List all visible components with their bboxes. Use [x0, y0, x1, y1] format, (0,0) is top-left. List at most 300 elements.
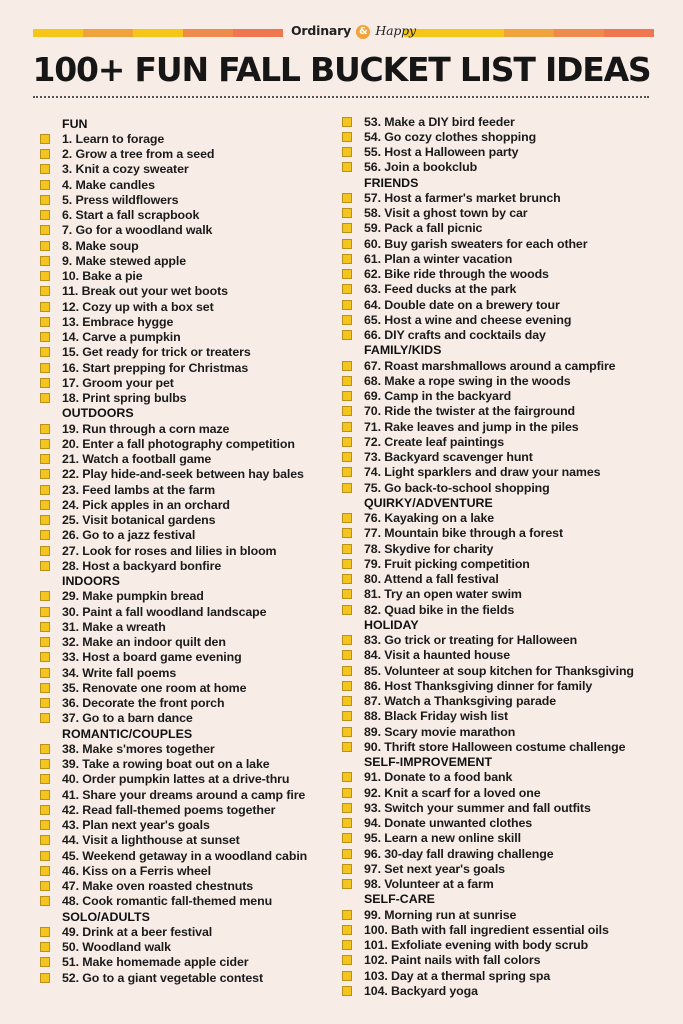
list-item-text: 63. Feed ducks at the park — [364, 282, 517, 297]
list-item-text: 48. Cook romantic fall-themed menu — [62, 894, 273, 909]
checkbox[interactable] — [40, 439, 50, 449]
checkbox[interactable] — [342, 742, 352, 752]
list-item-text: 10. Bake a pie — [62, 269, 143, 284]
checkbox[interactable] — [40, 286, 50, 296]
list-item — [340, 251, 634, 266]
checkbox[interactable] — [40, 622, 50, 632]
list-item-text: 74. Light sparklers and draw your names — [364, 465, 601, 480]
list-item — [38, 223, 307, 238]
list-item — [340, 907, 634, 922]
checkbox[interactable] — [342, 300, 352, 310]
list-item-text: 32. Make an indoor quilt den — [62, 635, 226, 650]
section-heading — [38, 726, 307, 741]
checkbox[interactable] — [342, 925, 352, 935]
checkbox[interactable] — [342, 483, 352, 493]
list-item-text: 31. Make a wreath — [62, 619, 166, 634]
list-item-text: 20. Enter a fall photography competition — [62, 436, 295, 451]
brand-ampersand: & — [356, 25, 370, 39]
list-item — [340, 922, 634, 937]
list-item — [38, 528, 307, 543]
list-item — [38, 558, 307, 573]
list-item — [38, 253, 307, 268]
list-item — [38, 284, 307, 299]
checkbox[interactable] — [342, 986, 352, 996]
list-item-text: 81. Try an open water swim — [364, 587, 522, 602]
checkbox[interactable] — [40, 790, 50, 800]
checkbox[interactable] — [40, 317, 50, 327]
section-heading — [340, 892, 634, 907]
list-item — [38, 375, 307, 390]
checkbox[interactable] — [40, 851, 50, 861]
list-item-text: 16. Start prepping for Christmas — [62, 360, 249, 375]
list-item — [38, 894, 307, 909]
list-item-text: 101. Exfoliate evening with body scrub — [364, 938, 589, 953]
list-item — [340, 465, 634, 480]
stripe-segment — [33, 29, 83, 37]
list-item-text: 8. Make soup — [62, 238, 139, 253]
checkbox[interactable] — [342, 849, 352, 859]
list-item — [38, 863, 307, 878]
list-item — [38, 879, 307, 894]
checkbox[interactable] — [342, 269, 352, 279]
list-item — [340, 221, 634, 236]
list-item — [38, 650, 307, 665]
list-item — [38, 421, 307, 436]
list-item — [340, 724, 634, 739]
section-heading-text: FRIENDS — [364, 175, 419, 190]
list-item-text: 18. Print spring bulbs — [62, 391, 187, 406]
checkbox[interactable] — [40, 896, 50, 906]
stripe-segment — [183, 29, 233, 37]
list-item — [340, 526, 634, 541]
list-item — [340, 938, 634, 953]
list-item — [38, 772, 307, 787]
list-item — [340, 633, 634, 648]
checkbox[interactable] — [342, 879, 352, 889]
checkbox[interactable] — [342, 528, 352, 538]
checkbox[interactable] — [342, 666, 352, 676]
checkbox[interactable] — [342, 727, 352, 737]
list-item — [340, 541, 634, 556]
list-item-text: 104. Backyard yoga — [364, 983, 478, 998]
checkbox[interactable] — [40, 180, 50, 190]
list-item — [38, 741, 307, 756]
section-heading — [38, 116, 307, 131]
list-item-text: 14. Carve a pumpkin — [62, 330, 181, 345]
list-item — [340, 434, 634, 449]
list-item — [340, 267, 634, 282]
list-item-text: 50. Woodland walk — [62, 940, 171, 955]
checkbox[interactable] — [40, 424, 50, 434]
list-item — [340, 877, 634, 892]
checkbox[interactable] — [40, 835, 50, 845]
list-item-text: 62. Bike ride through the woods — [364, 267, 549, 282]
list-item-text: 38. Make s'mores together — [62, 741, 215, 756]
list-item — [340, 663, 634, 678]
list-item — [38, 665, 307, 680]
list-item-text: 78. Skydive for charity — [364, 541, 494, 556]
checkbox[interactable] — [342, 147, 352, 157]
list-item-text: 47. Make oven roasted chestnuts — [62, 879, 254, 894]
checkbox[interactable] — [342, 910, 352, 920]
checkbox[interactable] — [40, 698, 50, 708]
list-item-text: 79. Fruit picking competition — [364, 556, 530, 571]
list-item — [340, 389, 634, 404]
list-item — [38, 314, 307, 329]
list-item-text: 89. Scary movie marathon — [364, 724, 516, 739]
list-item — [340, 206, 634, 221]
checkbox[interactable] — [40, 546, 50, 556]
section-heading-text: INDOORS — [62, 574, 120, 589]
checkbox[interactable] — [342, 971, 352, 981]
list-item-text: 84. Visit a haunted house — [364, 648, 511, 663]
list-item-text: 95. Learn a new online skill — [364, 831, 521, 846]
checkbox[interactable] — [342, 361, 352, 371]
list-item — [38, 436, 307, 451]
list-item — [340, 160, 634, 175]
checkbox[interactable] — [40, 347, 50, 357]
checkbox[interactable] — [342, 117, 352, 127]
list-item-text: 76. Kayaking on a lake — [364, 511, 495, 526]
list-item — [340, 739, 634, 754]
checkbox[interactable] — [342, 589, 352, 599]
list-item-text: 90. Thrift store Halloween costume challenge — [364, 739, 626, 754]
list-item-text: 71. Rake leaves and jump in the piles — [364, 419, 579, 434]
list-item — [340, 480, 634, 495]
checkbox[interactable] — [342, 254, 352, 264]
checkbox[interactable] — [342, 330, 352, 340]
list-item — [340, 861, 634, 876]
section-heading-text: FUN — [62, 116, 88, 131]
list-item — [340, 511, 634, 526]
checkbox[interactable] — [342, 650, 352, 660]
checkbox[interactable] — [342, 605, 352, 615]
checkbox[interactable] — [342, 376, 352, 386]
list-item-text: 33. Host a board game evening — [62, 650, 242, 665]
list-item — [38, 269, 307, 284]
checkbox[interactable] — [342, 940, 352, 950]
list-item — [340, 587, 634, 602]
list-item-text: 25. Visit botanical gardens — [62, 513, 216, 528]
checkbox[interactable] — [342, 223, 352, 233]
stripe-segment — [83, 29, 133, 37]
list-item — [38, 635, 307, 650]
checkbox[interactable] — [342, 193, 352, 203]
list-item — [340, 678, 634, 693]
list-item-text: 42. Read fall-themed poems together — [62, 802, 276, 817]
checkbox[interactable] — [40, 607, 50, 617]
list-item — [38, 924, 307, 939]
stripe-segment — [604, 29, 654, 37]
list-item — [38, 619, 307, 634]
list-item — [38, 970, 307, 985]
brand-logo — [291, 23, 416, 39]
list-item-text: 6. Start a fall scrapbook — [62, 208, 200, 223]
list-item-text: 27. Look for roses and lilies in bloom — [62, 543, 277, 558]
list-item — [340, 602, 634, 617]
checkbox[interactable] — [342, 452, 352, 462]
checkbox[interactable] — [342, 696, 352, 706]
list-item — [340, 556, 634, 571]
list-item-text: 37. Go to a barn dance — [62, 711, 193, 726]
list-column-left — [38, 116, 307, 985]
list-item — [38, 192, 307, 207]
checkbox[interactable] — [342, 681, 352, 691]
list-item — [340, 404, 634, 419]
list-item-text: 46. Kiss on a Ferris wheel — [62, 863, 211, 878]
stripe-segment — [554, 29, 604, 37]
list-item — [38, 299, 307, 314]
list-item-text: 13. Embrace hygge — [62, 314, 174, 329]
list-item — [38, 497, 307, 512]
list-item-text: 1. Learn to forage — [62, 131, 165, 146]
list-item-text: 85. Volunteer at soup kitchen for Thanksgiving — [364, 663, 634, 678]
list-item-text: 66. DIY crafts and cocktails day — [364, 328, 546, 343]
list-item — [340, 282, 634, 297]
list-item-text: 15. Get ready for trick or treaters — [62, 345, 251, 360]
list-item-text: 49. Drink at a beer festival — [62, 924, 213, 939]
page-title: 100+ FUN FALL BUCKET LIST IDEAS — [32, 50, 651, 89]
list-item-text: 73. Backyard scavenger hunt — [364, 450, 533, 465]
checkbox[interactable] — [40, 393, 50, 403]
section-heading-text: SELF-IMPROVEMENT — [364, 755, 493, 770]
section-heading-text: SELF-CARE — [364, 892, 435, 907]
list-item — [38, 467, 307, 482]
checkbox[interactable] — [40, 134, 50, 144]
list-item-text: 11. Break out your wet boots — [62, 284, 228, 299]
checkbox[interactable] — [342, 544, 352, 554]
list-item-text: 59. Pack a fall picnic — [364, 221, 483, 236]
checkbox[interactable] — [342, 162, 352, 172]
checkbox[interactable] — [342, 239, 352, 249]
checkbox[interactable] — [40, 759, 50, 769]
list-item-text: 68. Make a rope swing in the woods — [364, 373, 571, 388]
checkbox[interactable] — [342, 559, 352, 569]
checkbox[interactable] — [40, 241, 50, 251]
list-item-text: 93. Switch your summer and fall outfits — [364, 800, 591, 815]
checkbox[interactable] — [40, 805, 50, 815]
checkbox[interactable] — [342, 208, 352, 218]
checkbox[interactable] — [342, 574, 352, 584]
list-item-text: 3. Knit a cozy sweater — [62, 162, 189, 177]
checkbox[interactable] — [342, 513, 352, 523]
list-item — [38, 147, 307, 162]
checkbox[interactable] — [342, 711, 352, 721]
checkbox[interactable] — [40, 591, 50, 601]
checkbox[interactable] — [342, 833, 352, 843]
checkbox[interactable] — [40, 774, 50, 784]
checkbox[interactable] — [40, 652, 50, 662]
checkbox[interactable] — [40, 744, 50, 754]
checkbox[interactable] — [40, 454, 50, 464]
checkbox[interactable] — [342, 132, 352, 142]
brand-part2: Happy — [375, 23, 416, 38]
checkbox[interactable] — [342, 955, 352, 965]
checkbox[interactable] — [40, 927, 50, 937]
list-item-text: 86. Host Thanksgiving dinner for family — [364, 678, 593, 693]
section-heading-text: OUTDOORS — [62, 406, 134, 421]
list-item — [38, 757, 307, 772]
checkbox[interactable] — [342, 772, 352, 782]
list-item — [340, 709, 634, 724]
list-item-text: 26. Go to a jazz festival — [62, 528, 196, 543]
list-item — [38, 360, 307, 375]
section-heading — [38, 406, 307, 421]
checkbox[interactable] — [40, 668, 50, 678]
section-heading-text: QUIRKY/ADVENTURE — [364, 495, 493, 510]
checkbox[interactable] — [40, 195, 50, 205]
list-item — [340, 190, 634, 205]
brand-part1: Ordinary — [291, 23, 352, 38]
checkbox[interactable] — [40, 942, 50, 952]
checkbox[interactable] — [342, 422, 352, 432]
checkbox[interactable] — [40, 302, 50, 312]
list-item-text: 98. Volunteer at a farm — [364, 877, 494, 892]
checkbox[interactable] — [40, 866, 50, 876]
checkbox[interactable] — [40, 378, 50, 388]
list-item-text: 65. Host a wine and cheese evening — [364, 312, 572, 327]
dotted-divider — [33, 96, 649, 98]
list-item-text: 35. Renovate one room at home — [62, 680, 247, 695]
list-item-text: 9. Make stewed apple — [62, 253, 187, 268]
list-item — [340, 770, 634, 785]
list-item — [340, 785, 634, 800]
checkbox[interactable] — [40, 515, 50, 525]
section-heading — [340, 175, 634, 190]
checkbox[interactable] — [342, 864, 352, 874]
checkbox[interactable] — [40, 256, 50, 266]
list-item — [38, 482, 307, 497]
list-item-text: 36. Decorate the front porch — [62, 696, 225, 711]
checkbox[interactable] — [342, 437, 352, 447]
checkbox[interactable] — [40, 820, 50, 830]
checkbox[interactable] — [40, 149, 50, 159]
checkbox[interactable] — [40, 957, 50, 967]
list-item-text: 44. Visit a lighthouse at sunset — [62, 833, 240, 848]
list-item — [340, 145, 634, 160]
checkbox[interactable] — [40, 271, 50, 281]
decorative-stripe-right — [404, 29, 654, 37]
checkbox[interactable] — [40, 210, 50, 220]
list-item — [340, 846, 634, 861]
list-item-text: 72. Create leaf paintings — [364, 434, 505, 449]
list-item — [38, 787, 307, 802]
checkbox[interactable] — [40, 881, 50, 891]
checkbox[interactable] — [342, 803, 352, 813]
checkbox[interactable] — [342, 467, 352, 477]
list-item-text: 87. Watch a Thanksgiving parade — [364, 694, 556, 709]
list-item — [340, 800, 634, 815]
list-item-text: 99. Morning run at sunrise — [364, 907, 517, 922]
checkbox[interactable] — [40, 225, 50, 235]
list-item-text: 54. Go cozy clothes shopping — [364, 129, 537, 144]
list-item-text: 83. Go trick or treating for Halloween — [364, 633, 578, 648]
list-item-text: 17. Groom your pet — [62, 375, 174, 390]
list-item-text: 4. Make candles — [62, 177, 155, 192]
list-item — [340, 816, 634, 831]
list-item — [340, 694, 634, 709]
list-item-text: 97. Set next year's goals — [364, 861, 505, 876]
checkbox[interactable] — [342, 391, 352, 401]
list-item — [38, 818, 307, 833]
checkbox[interactable] — [342, 284, 352, 294]
list-item-text: 24. Pick apples in an orchard — [62, 497, 230, 512]
checkbox[interactable] — [40, 500, 50, 510]
list-item-text: 91. Donate to a food bank — [364, 770, 513, 785]
list-item — [340, 419, 634, 434]
section-heading — [340, 617, 634, 632]
checkbox[interactable] — [40, 530, 50, 540]
list-item-text: 70. Ride the twister at the fairground — [364, 404, 576, 419]
list-item — [38, 604, 307, 619]
list-item — [38, 177, 307, 192]
list-item — [38, 513, 307, 528]
list-item-text: 34. Write fall poems — [62, 665, 177, 680]
list-item — [340, 358, 634, 373]
checkbox[interactable] — [40, 683, 50, 693]
list-item — [340, 983, 634, 998]
list-item — [38, 589, 307, 604]
list-item-text: 92. Knit a scarf for a loved one — [364, 785, 541, 800]
list-item — [38, 696, 307, 711]
section-heading — [340, 495, 634, 510]
list-item-text: 2. Grow a tree from a seed — [62, 147, 215, 162]
checkbox[interactable] — [40, 713, 50, 723]
list-item-text: 77. Mountain bike through a forest — [364, 526, 563, 541]
checkbox[interactable] — [342, 406, 352, 416]
checkbox[interactable] — [40, 973, 50, 983]
list-item — [340, 450, 634, 465]
list-item — [38, 680, 307, 695]
list-item — [38, 345, 307, 360]
checkbox[interactable] — [40, 332, 50, 342]
stripe-segment — [133, 29, 183, 37]
checkbox[interactable] — [342, 818, 352, 828]
list-item-text: 100. Bath with fall ingredient essential oils — [364, 922, 609, 937]
checkbox[interactable] — [342, 788, 352, 798]
list-item — [38, 391, 307, 406]
list-item-text: 43. Plan next year's goals — [62, 818, 210, 833]
list-item-text: 94. Donate unwanted clothes — [364, 816, 533, 831]
list-item-text: 52. Go to a giant vegetable contest — [62, 970, 263, 985]
list-item — [38, 848, 307, 863]
list-item — [38, 543, 307, 558]
list-item-text: 80. Attend a fall festival — [364, 572, 499, 587]
checkbox[interactable] — [40, 469, 50, 479]
checkbox[interactable] — [342, 315, 352, 325]
checkbox[interactable] — [40, 363, 50, 373]
list-item — [38, 330, 307, 345]
checkbox[interactable] — [342, 635, 352, 645]
list-item — [340, 312, 634, 327]
list-item-text: 5. Press wildflowers — [62, 192, 179, 207]
list-item-text: 41. Share your dreams around a camp fire — [62, 787, 306, 802]
list-item-text: 56. Join a bookclub — [364, 160, 478, 175]
list-item — [340, 831, 634, 846]
list-item-text: 64. Double date on a brewery tour — [364, 297, 560, 312]
list-item-text: 60. Buy garish sweaters for each other — [364, 236, 588, 251]
section-heading-text: FAMILY/KIDS — [364, 343, 442, 358]
list-item-text: 53. Make a DIY bird feeder — [364, 114, 515, 129]
checkbox[interactable] — [40, 561, 50, 571]
checkbox[interactable] — [40, 164, 50, 174]
decorative-stripe-left — [33, 29, 283, 37]
list-item — [340, 297, 634, 312]
list-item — [340, 114, 634, 129]
checkbox[interactable] — [40, 637, 50, 647]
checkbox[interactable] — [40, 485, 50, 495]
list-item — [340, 373, 634, 388]
